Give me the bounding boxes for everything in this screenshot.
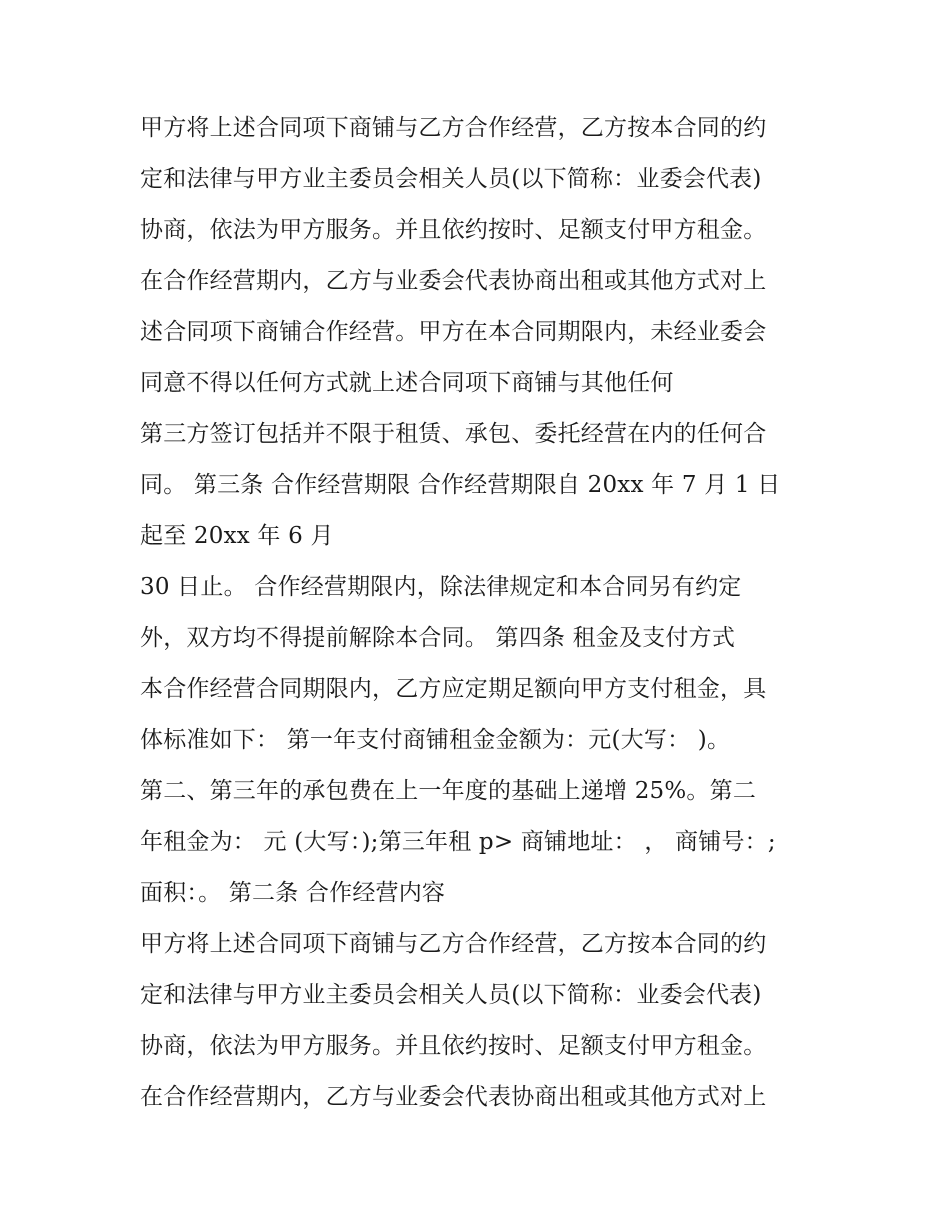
contract-text-body [140,103,830,1123]
text-line: 外，双方均不得提前解除本合同。 第四条 租金及支付方式 [140,625,736,651]
text-line: 甲方将上述合同项下商铺与乙方合作经营，乙方按本合同的约 [140,931,767,957]
text-line: 年租金为： 元 (大写：);第三年租 p> 商铺地址： ， 商铺号：; [140,829,776,855]
text-line: 面积：。 第二条 合作经营内容 [140,880,446,906]
text-line: 本合作经营合同期限内，乙方应定期足额向甲方支付租金，具 [140,676,767,702]
text-line: 第三方签订包括并不限于租赁、承包、委托经营在内的任何合 [140,421,767,447]
text-line: 起至 20xx 年 6 月 [140,523,334,549]
text-line: 在合作经营期内，乙方与业委会代表协商出租或其他方式对上 [140,268,767,294]
text-line: 甲方将上述合同项下商铺与乙方合作经营，乙方按本合同的约 [140,115,767,141]
text-line: 协商，依法为甲方服务。并且依约按时、足额支付甲方租金。 [140,1033,767,1059]
text-line: 同。 第三条 合作经营期限 合作经营期限自 20xx 年 7 月 1 日 [140,472,781,498]
text-line: 述合同项下商铺合作经营。甲方在本合同期限内，未经业委会 [140,319,767,345]
text-line: 定和法律与甲方业主委员会相关人员(以下简称：业委会代表) [140,166,762,192]
text-line: 在合作经营期内，乙方与业委会代表协商出租或其他方式对上 [140,1084,767,1110]
text-line: 体标准如下： 第一年支付商铺租金金额为：元(大写： )。 [140,727,731,753]
text-line: 30 日止。 合作经营期限内，除法律规定和本合同另有约定 [140,574,742,600]
text-line: 协商，依法为甲方服务。并且依约按时、足额支付甲方租金。 [140,217,767,243]
text-line: 同意不得以任何方式就上述合同项下商铺与其他任何 [140,370,674,396]
text-line: 第二、第三年的承包费在上一年度的基础上递增 25%。第二 [140,778,757,804]
text-line: 定和法律与甲方业主委员会相关人员(以下简称：业委会代表) [140,982,762,1008]
